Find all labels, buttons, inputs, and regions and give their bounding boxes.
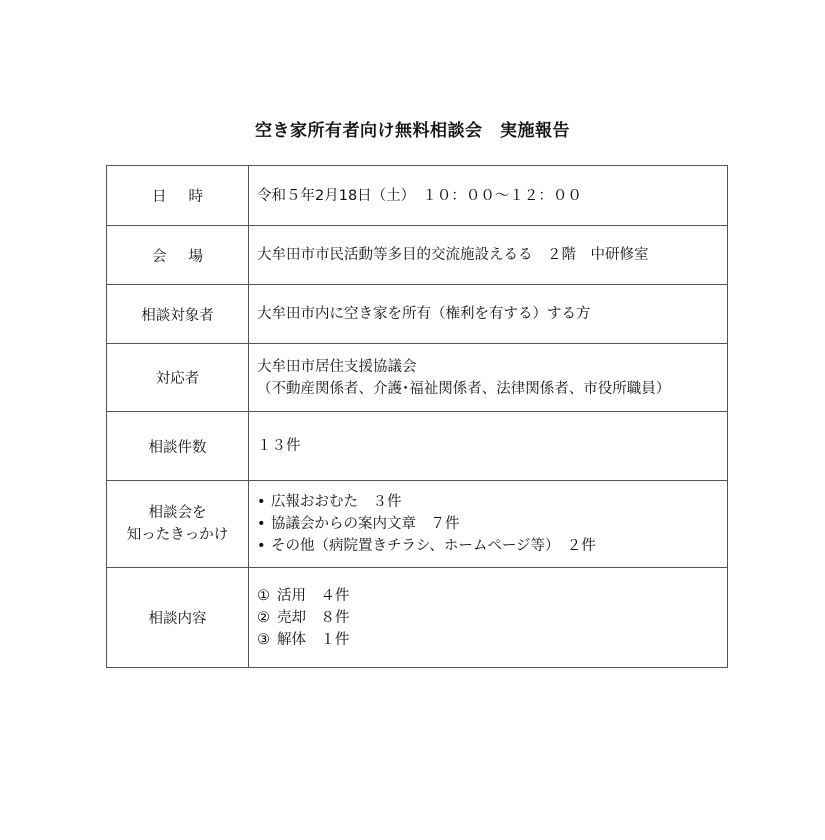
report-table (106, 165, 728, 668)
table-row-source (107, 481, 728, 568)
row-label-source: 相談会を 知ったきっかけ (107, 481, 249, 568)
table-row-target (107, 285, 728, 344)
page-title: 空き家所有者向け無料相談会 実施報告 (255, 121, 570, 141)
row-label-content: 相談内容 (107, 568, 249, 668)
table-row-date (107, 166, 728, 226)
row-value-venue: 大牟田市市民活動等多目的交流施設えるる ２階 中研修室 (249, 226, 728, 285)
row-value-source (249, 481, 728, 568)
table-row-count (107, 412, 728, 481)
circled-number: ② (257, 609, 270, 626)
row-label-target: 相談対象者 (107, 285, 249, 344)
row-label-venue: 会場 (107, 226, 249, 285)
row-label-date: 日時 (107, 166, 249, 226)
row-value-count: １３件 (249, 412, 728, 481)
list-item: ① 活用 ４件 (257, 585, 727, 607)
list-item: • 協議会からの案内文章 ７件 (257, 513, 727, 535)
table-row-venue (107, 226, 728, 285)
bullet-icon: • (257, 494, 266, 510)
list-item: ③ 解体 １件 (257, 629, 727, 651)
bullet-icon: • (257, 538, 266, 554)
table-row-staff (107, 344, 728, 412)
row-value-date: 令和５年2月18日（土） １０：００～１２：００ (249, 166, 728, 226)
row-label-staff: 対応者 (107, 344, 249, 412)
row-value-content (249, 568, 728, 668)
circled-number: ③ (257, 631, 270, 648)
bullet-icon: • (257, 516, 266, 532)
circled-number: ① (257, 587, 270, 604)
staff-line: 大牟田市居住支援協議会 (257, 358, 417, 375)
row-value-staff (249, 344, 728, 412)
staff-line: （不動産関係者、介護･福祉関係者、法律関係者、市役所職員） (257, 380, 671, 397)
list-item: ② 売却 ８件 (257, 607, 727, 629)
list-item: • その他（病院置きチラシ、ホームページ等） ２件 (257, 535, 727, 557)
row-label-count: 相談件数 (107, 412, 249, 481)
row-value-target: 大牟田市内に空き家を所有（権利を有する）する方 (249, 285, 728, 344)
table-row-content (107, 568, 728, 668)
list-item: • 広報おおむた ３件 (257, 491, 727, 513)
